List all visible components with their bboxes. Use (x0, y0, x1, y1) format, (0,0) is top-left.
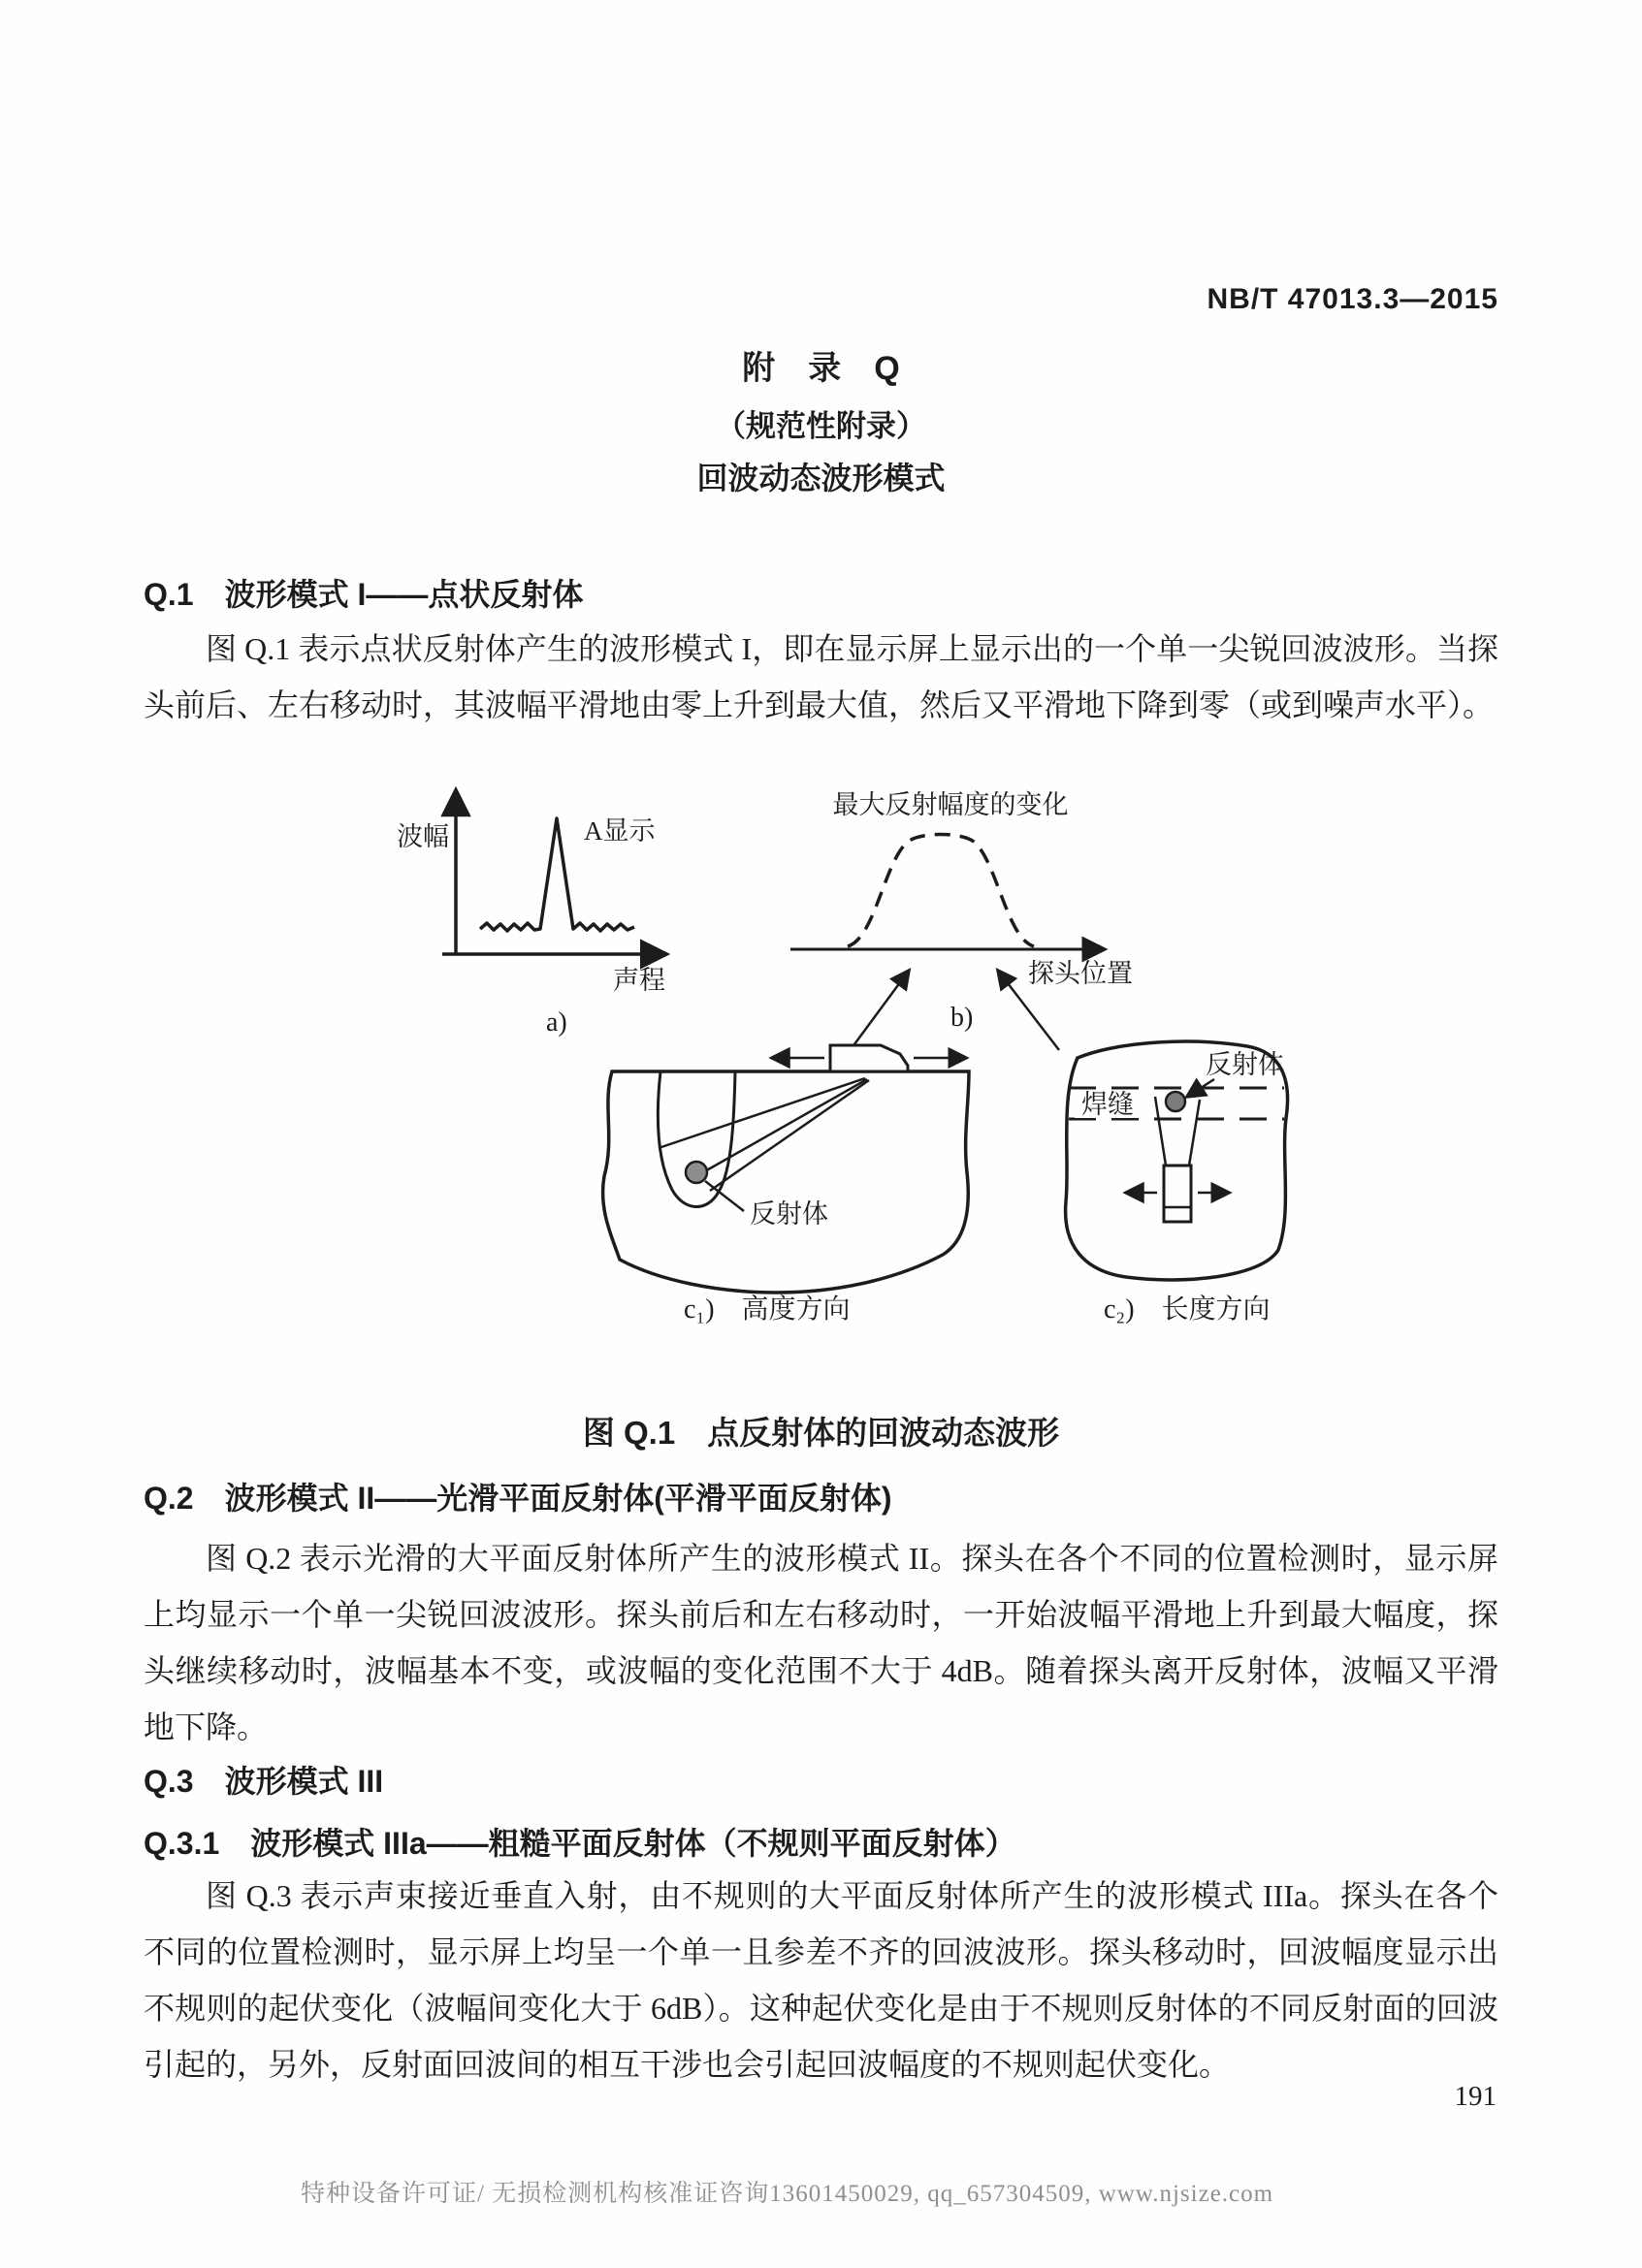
sublabel-c1: c₁) 高度方向 (684, 1294, 851, 1325)
section-q1-paragraph: 图 Q.1 表示点状反射体产生的波形模式 I，即在显示屏上显示出的一个单一尖锐回波波形。当探头前后、左右移动时，其波幅平滑地由零上升到最大值，然后又平滑地下降到零（或到噪声水平）。 (144, 631, 1498, 722)
amplitude-axis-label: 波幅 (397, 822, 449, 851)
reflector-leader-c1 (705, 1181, 744, 1211)
figure-q1-caption: 图 Q.1 点反射体的回波动态波形 (582, 1415, 1060, 1451)
standard-code: NB/T 47013.3—2015 (1207, 283, 1498, 315)
sublabel-c2: c₂) 长度方向 (1104, 1294, 1271, 1325)
section-q1-heading: Q.1 波形模式 I——点状反射体 (144, 577, 584, 612)
section-q31-heading: Q.3.1 波形模式 IIIa——粗糙平面反射体（不规则平面反射体） (144, 1826, 1016, 1861)
sublabel-b: b) (950, 1003, 974, 1033)
beam-line-left-c2 (1155, 1097, 1166, 1166)
appendix-name: 回波动态波形模式 (696, 461, 946, 495)
probe-wedge (830, 1045, 908, 1071)
amplitude-envelope-curve (848, 835, 1034, 947)
reflector-label-c2: 反射体 (1206, 1050, 1284, 1079)
weld-label: 焊缝 (1081, 1090, 1134, 1119)
section-q31-paragraph: 图 Q.3 表示声束接近垂直入射，由不规则的大平面反射体所产生的波形模式 IIIa。探头在各个不同的位置检测时，显示屏上均呈一个单一且参差不齐的回波波形。探头移动时，回波幅度显示出不规则的起伏变化（波幅间变化大于 6dB）。这种起伏变化是由于不规则反射体的不同反射面的回波引起的，另外，反射面回波间的相互干涉也会引起回波幅度的不规则起伏变化。 (144, 1878, 1498, 2082)
beam-line-1 (659, 1078, 865, 1148)
max-amplitude-label: 最大反射幅度的变化 (832, 790, 1069, 819)
groove-curve (658, 1071, 735, 1207)
cross-section-height (603, 1045, 969, 1293)
section-q2-heading: Q.2 波形模式 II——光滑平面反射体(平滑平面反射体) (144, 1481, 892, 1516)
beam-line-right-c2 (1189, 1100, 1200, 1166)
envelope-plot (790, 835, 1104, 1051)
soundpath-axis-label: 声程 (613, 966, 665, 995)
page-number: 191 (1454, 2081, 1497, 2112)
section-q3-heading: Q.3 波形模式 III (144, 1764, 384, 1799)
reflector-dot-c2 (1166, 1092, 1185, 1111)
a-display-label: A显示 (584, 816, 656, 846)
pointer-arrow-left (852, 971, 909, 1048)
figure-q1-diagram (272, 758, 1358, 1350)
section-q2-paragraph: 图 Q.2 表示光滑的大平面反射体所产生的波形模式 II。探头在各个不同的位置检测时，显示屏上均显示一个单一尖锐回波波形。探头前后和左右移动时，一开始波幅平滑地上升到最大幅度，探头继续移动时，波幅基本不变，或波幅的变化范围不大于 4dB。随着探头离开反射体，波幅又平滑地下降。 (144, 1541, 1498, 1744)
sublabel-a: a) (546, 1007, 567, 1038)
reflector-dot-c1 (686, 1162, 707, 1183)
probe-rect (1164, 1166, 1191, 1222)
probe-position-label: 探头位置 (1028, 959, 1133, 988)
reflector-label-c1: 反射体 (750, 1199, 828, 1229)
appendix-title: 附 录 Q (742, 350, 900, 387)
appendix-subtitle: （规范性附录） (716, 409, 926, 443)
footer-watermark: 特种设备许可证/ 无损检测机构核准证咨询13601450029, qq_657304509, www.njsize.com (301, 2181, 1274, 2207)
